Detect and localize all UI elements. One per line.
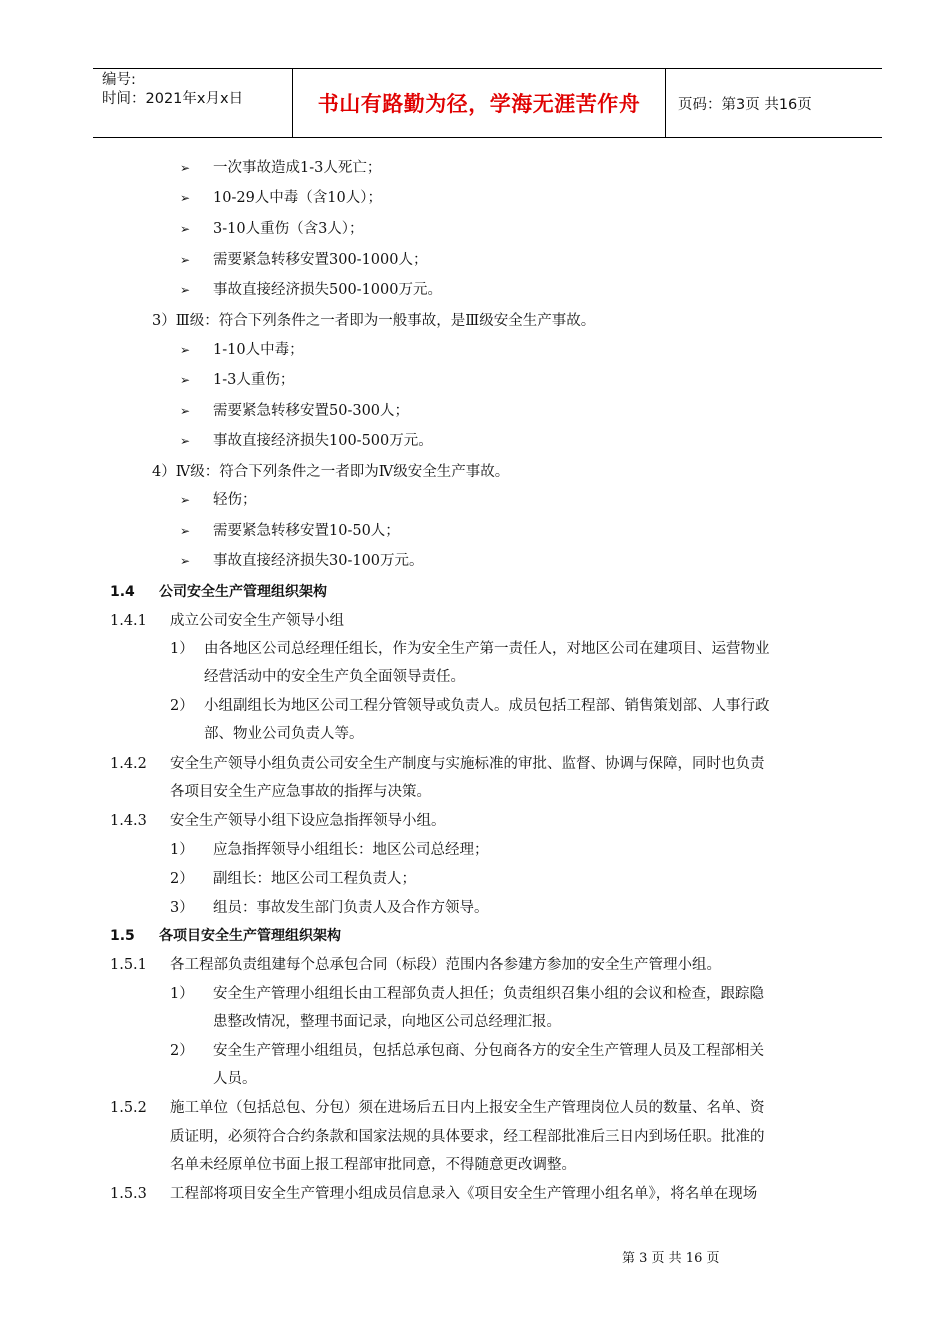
bullet-text: 事故直接经济损失100-500万元。 <box>213 433 433 449</box>
bullet-icon: ➢ <box>180 404 191 418</box>
item-number: 1） <box>170 842 194 858</box>
paragraph-text: 安全生产管理小组组长由工程部负责人担任；负责组织召集小组的会议和检查，跟踪隐 <box>213 986 764 1002</box>
bullet-icon: ➢ <box>180 161 191 175</box>
paragraph-text: 安全生产领导小组负责公司安全生产制度与实施标准的审批、监督、协调与保障，同时也负责 <box>170 756 765 772</box>
item-number: 1） <box>170 641 194 657</box>
header-meta <box>93 69 293 137</box>
bullet-text: 1-3人重伤； <box>213 372 295 388</box>
subsection-number: 1.5.1 <box>110 957 147 973</box>
level-4-title: 4）Ⅳ级：符合下列条件之一者即为Ⅳ级安全生产事故。 <box>152 464 510 480</box>
bullet-text: 10-29人中毒（含10人）； <box>213 190 383 206</box>
header-motto: 书山有路勤为径，学海无涯苦作舟 <box>317 92 641 116</box>
bullet-icon: ➢ <box>180 253 191 267</box>
item-number: 2） <box>170 871 194 887</box>
paragraph-text: 名单未经原单位书面上报工程部审批同意，不得随意更改调整。 <box>170 1157 576 1173</box>
bullet-icon: ➢ <box>180 554 191 568</box>
header-motto-cell <box>293 69 666 137</box>
section-heading: 公司安全生产管理组织架构 <box>159 584 327 600</box>
bullet-text: 一次事故造成1-3人死亡； <box>213 160 382 176</box>
paragraph-text: 经营活动中的安全生产负全面领导责任。 <box>204 669 465 685</box>
subsection-text: 各工程部负责组建每个总承包合同（标段）范围内各参建方参加的安全生产管理小组。 <box>170 957 721 973</box>
bullet-icon: ➢ <box>180 493 191 507</box>
section-number: 1.4 <box>110 584 135 600</box>
item-number: 3） <box>170 900 194 916</box>
footer-page-number: 第 3 页 共 16 页 <box>622 1251 720 1266</box>
bullet-text: 需要紧急转移安置50-300人； <box>213 403 410 419</box>
bullet-icon: ➢ <box>180 373 191 387</box>
bullet-text: 事故直接经济损失500-1000万元。 <box>213 282 442 298</box>
paragraph-text: 小组副组长为地区公司工程分管领导或负责人。成员包括工程部、销售策划部、人事行政 <box>204 698 770 714</box>
subsection-text: 成立公司安全生产领导小组 <box>170 613 344 629</box>
item-number: 2） <box>170 1043 194 1059</box>
paragraph-text: 施工单位（包括总包、分包）须在进场后五日内上报安全生产管理岗位人员的数量、名单、资 <box>170 1100 765 1116</box>
subsection-text: 安全生产领导小组下设应急指挥领导小组。 <box>170 813 446 829</box>
document-header <box>93 68 882 138</box>
paragraph-text: 各项目安全生产应急事故的指挥与决策。 <box>170 784 431 800</box>
level-3-title: 3）Ⅲ级：符合下列条件之一者即为一般事故，是Ⅲ级安全生产事故。 <box>152 313 596 329</box>
item-number: 1） <box>170 986 194 1002</box>
bullet-icon: ➢ <box>180 434 191 448</box>
paragraph-text: 安全生产管理小组组员，包括总承包商、分包商各方的安全生产管理人员及工程部相关 <box>213 1043 764 1059</box>
paragraph-text: 质证明，必须符合合约条款和国家法规的具体要求，经工程部批准后三日内到场任职。批准的 <box>170 1129 765 1145</box>
header-page-cell <box>666 69 882 137</box>
paragraph-text: 患整改情况，整理书面记录，向地区公司总经理汇报。 <box>213 1014 561 1030</box>
item-text: 组员：事故发生部门负责人及合作方领导。 <box>213 900 489 916</box>
subsection-number: 1.4.2 <box>110 756 147 772</box>
bullet-icon: ➢ <box>180 191 191 205</box>
bullet-icon: ➢ <box>180 222 191 236</box>
paragraph-text: 由各地区公司总经理任组长，作为安全生产第一责任人，对地区公司在建项目、运营物业 <box>204 641 770 657</box>
item-number: 2） <box>170 698 194 714</box>
paragraph-text: 工程部将项目安全生产管理小组成员信息录入《项目安全生产管理小组名单》，将名单在现场 <box>170 1186 758 1202</box>
header-page-label: 页码：第3页 共16页 <box>678 96 812 113</box>
bullet-text: 事故直接经济损失30-100万元。 <box>213 553 424 569</box>
bullet-icon: ➢ <box>180 283 191 297</box>
paragraph-text: 人员。 <box>213 1071 257 1087</box>
bullet-text: 需要紧急转移安置300-1000人； <box>213 252 428 268</box>
bullet-icon: ➢ <box>180 343 191 357</box>
subsection-number: 1.4.1 <box>110 613 147 629</box>
bullet-text: 1-10人中毒； <box>213 342 304 358</box>
section-number: 1.5 <box>110 928 135 944</box>
bullet-text: 需要紧急转移安置10-50人； <box>213 523 400 539</box>
bullet-icon: ➢ <box>180 524 191 538</box>
subsection-number: 1.5.3 <box>110 1186 147 1202</box>
item-text: 应急指挥领导小组组长：地区公司总经理； <box>213 842 489 858</box>
item-text: 副组长：地区公司工程负责人； <box>213 871 416 887</box>
code-label: 编号: <box>102 72 136 88</box>
bullet-text: 3-10人重伤（含3人）； <box>213 221 364 237</box>
bullet-text: 轻伤； <box>213 492 257 508</box>
date-label: 时间：2021年x月x日 <box>102 91 244 107</box>
subsection-number: 1.5.2 <box>110 1100 147 1116</box>
paragraph-text: 部、物业公司负责人等。 <box>204 726 364 742</box>
section-heading: 各项目安全生产管理组织架构 <box>159 928 341 944</box>
subsection-number: 1.4.3 <box>110 813 147 829</box>
